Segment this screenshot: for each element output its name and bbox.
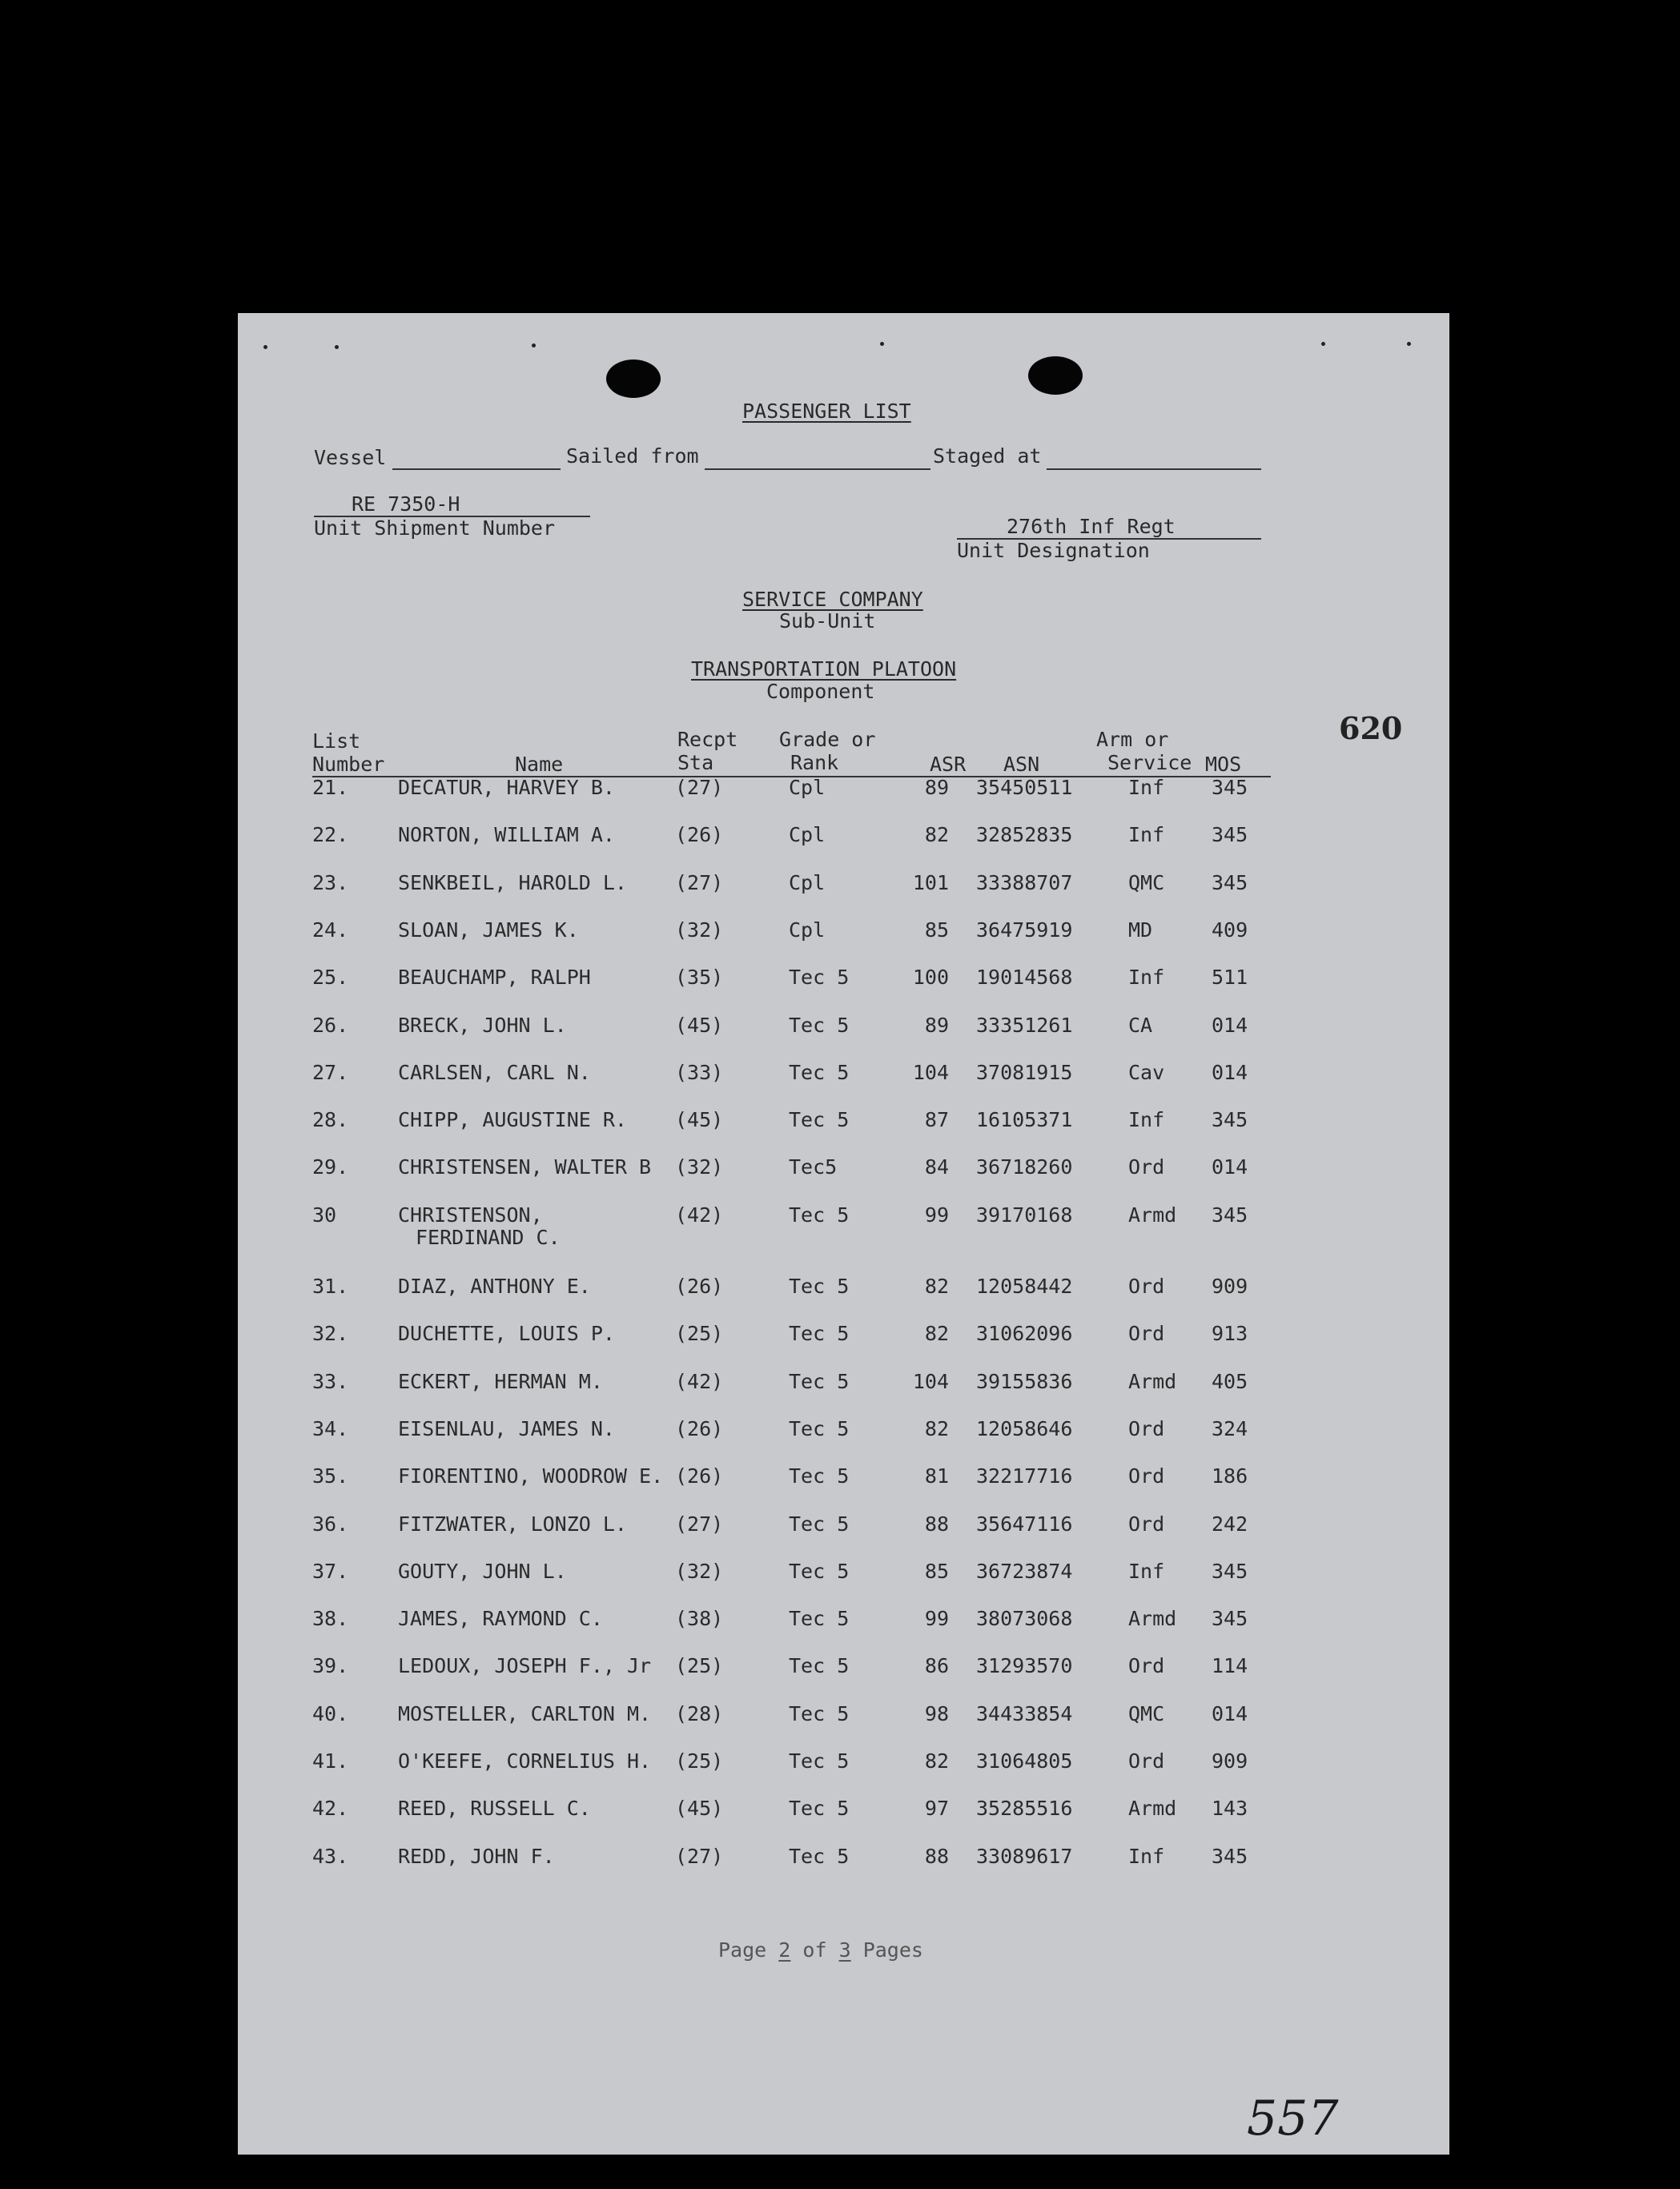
page-word: Page bbox=[718, 1938, 767, 1962]
cell-asr: 101 bbox=[912, 870, 949, 894]
cell-asr: 82 bbox=[924, 1322, 949, 1346]
cell-list-number: 37. bbox=[312, 1559, 349, 1583]
cell-recpt-sta: (26) bbox=[675, 823, 724, 847]
cell-mos: 345 bbox=[1212, 870, 1248, 894]
punch-hole-left bbox=[606, 359, 661, 398]
cell-arm: Ord bbox=[1128, 1464, 1165, 1488]
table-row bbox=[238, 1110, 1449, 1142]
cell-mos: 345 bbox=[1212, 1108, 1248, 1132]
cell-asr: 99 bbox=[924, 1607, 949, 1631]
table-row bbox=[238, 1561, 1449, 1593]
cell-asn: 31062096 bbox=[976, 1322, 1073, 1346]
cell-name: BEAUCHAMP, RALPH bbox=[398, 966, 591, 990]
cell-rank: Tec 5 bbox=[789, 1322, 850, 1346]
of-word: of bbox=[802, 1938, 827, 1962]
cell-mos: 186 bbox=[1212, 1464, 1248, 1488]
cell-arm: Ord bbox=[1128, 1155, 1165, 1179]
cell-asr: 89 bbox=[924, 1013, 949, 1037]
cell-rank: Tec 5 bbox=[789, 1797, 850, 1821]
cell-recpt-sta: (26) bbox=[675, 1275, 724, 1298]
cell-mos: 409 bbox=[1212, 918, 1248, 942]
staged-at-label: Staged at bbox=[933, 444, 1042, 468]
cell-asn: 32217716 bbox=[976, 1464, 1073, 1488]
cell-rank: Tec 5 bbox=[789, 1844, 850, 1868]
vessel-blank bbox=[392, 468, 561, 470]
cell-mos: 114 bbox=[1212, 1654, 1248, 1678]
cell-list-number: 36. bbox=[312, 1512, 349, 1536]
col-name: Name bbox=[515, 753, 564, 776]
page-number: 2 bbox=[778, 1938, 791, 1962]
cell-arm: Cav bbox=[1128, 1060, 1165, 1084]
table-row bbox=[238, 1466, 1449, 1498]
col-recpt-1: Recpt bbox=[677, 728, 738, 751]
cell-rank: Tec 5 bbox=[789, 1203, 850, 1227]
cell-asr: 87 bbox=[924, 1108, 949, 1132]
table-row bbox=[238, 1369, 1449, 1404]
cell-recpt-sta: (45) bbox=[675, 1797, 724, 1821]
cell-list-number: 27. bbox=[312, 1060, 349, 1084]
cell-rank: Cpl bbox=[789, 870, 826, 894]
cell-arm: Ord bbox=[1128, 1749, 1165, 1773]
cell-arm: Inf bbox=[1128, 966, 1165, 990]
cell-asr: 88 bbox=[924, 1844, 949, 1868]
cell-list-number: 42. bbox=[312, 1797, 349, 1821]
component-value: TRANSPORTATION PLATOON bbox=[691, 657, 957, 681]
table-row bbox=[238, 1416, 1449, 1451]
speck bbox=[263, 345, 267, 349]
cell-name: NORTON, WILLIAM A. bbox=[398, 823, 615, 847]
punch-hole-right bbox=[1028, 356, 1083, 395]
cell-asr: 82 bbox=[924, 1416, 949, 1440]
cell-asr: 85 bbox=[924, 918, 949, 942]
cell-rank: Tec 5 bbox=[789, 1060, 850, 1084]
cell-asr: 99 bbox=[924, 1203, 949, 1227]
cell-list-number: 25. bbox=[312, 966, 349, 990]
cell-list-number: 43. bbox=[312, 1844, 349, 1868]
cell-asn: 35647116 bbox=[976, 1512, 1073, 1536]
cell-rank: Cpl bbox=[789, 776, 826, 799]
cell-mos: 909 bbox=[1212, 1275, 1248, 1298]
col-asn: ASN bbox=[1003, 753, 1040, 776]
table-row bbox=[238, 1701, 1449, 1736]
col-recpt-2: Sta bbox=[677, 751, 714, 774]
cell-list-number: 33. bbox=[312, 1369, 349, 1393]
table-row bbox=[238, 1276, 1449, 1308]
cell-asr: 98 bbox=[924, 1701, 949, 1725]
cell-recpt-sta: (42) bbox=[675, 1369, 724, 1393]
cell-list-number: 29. bbox=[312, 1155, 349, 1179]
cell-mos: 345 bbox=[1212, 776, 1248, 799]
cell-asr: 104 bbox=[912, 1060, 949, 1084]
cell-asn: 12058646 bbox=[976, 1416, 1073, 1440]
cell-asn: 36475919 bbox=[976, 918, 1073, 942]
cell-arm: Ord bbox=[1128, 1275, 1165, 1298]
speck bbox=[1321, 342, 1325, 346]
cell-name: SLOAN, JAMES K. bbox=[398, 918, 579, 942]
cell-rank: Tec5 bbox=[789, 1155, 838, 1179]
speck bbox=[335, 345, 339, 349]
cell-arm: Inf bbox=[1128, 1108, 1165, 1132]
cell-asr: 81 bbox=[924, 1464, 949, 1488]
cell-arm: QMC bbox=[1128, 870, 1165, 894]
cell-list-number: 28. bbox=[312, 1108, 349, 1132]
cell-asn: 33351261 bbox=[976, 1013, 1073, 1037]
col-arm-1: Arm or bbox=[1096, 728, 1169, 751]
cell-asr: 82 bbox=[924, 1749, 949, 1773]
cell-name: LEDOUX, JOSEPH F., Jr bbox=[398, 1654, 652, 1678]
cell-asn: 35450511 bbox=[976, 776, 1073, 799]
cell-rank: Tec 5 bbox=[789, 1416, 850, 1440]
table-row bbox=[238, 870, 1449, 905]
cell-rank: Tec 5 bbox=[789, 1275, 850, 1298]
cell-recpt-sta: (45) bbox=[675, 1108, 724, 1132]
cell-asn: 31064805 bbox=[976, 1749, 1073, 1773]
cell-recpt-sta: (38) bbox=[675, 1607, 724, 1631]
cell-mos: 324 bbox=[1212, 1416, 1248, 1440]
cell-recpt-sta: (45) bbox=[675, 1013, 724, 1037]
cell-list-number: 41. bbox=[312, 1749, 349, 1773]
cell-asn: 19014568 bbox=[976, 966, 1073, 990]
cell-asr: 82 bbox=[924, 823, 949, 847]
cell-list-number: 26. bbox=[312, 1013, 349, 1037]
cell-recpt-sta: (25) bbox=[675, 1654, 724, 1678]
table-row bbox=[238, 1323, 1449, 1356]
col-asr: ASR bbox=[930, 753, 967, 776]
sailed-from-blank bbox=[705, 468, 930, 470]
stamp-number: 620 bbox=[1339, 710, 1403, 746]
subunit-label: Sub-Unit bbox=[779, 609, 876, 633]
cell-name-continued: FERDINAND C. bbox=[416, 1225, 561, 1249]
cell-asn: 16105371 bbox=[976, 1108, 1073, 1132]
col-mos: MOS bbox=[1205, 753, 1242, 776]
cell-list-number: 34. bbox=[312, 1416, 349, 1440]
cell-name: O'KEEFE, CORNELIUS H. bbox=[398, 1749, 652, 1773]
cell-arm: Ord bbox=[1128, 1654, 1165, 1678]
cell-mos: 345 bbox=[1212, 1607, 1248, 1631]
cell-mos: 014 bbox=[1212, 1701, 1248, 1725]
cell-recpt-sta: (28) bbox=[675, 1701, 724, 1725]
cell-asn: 33388707 bbox=[976, 870, 1073, 894]
cell-list-number: 31. bbox=[312, 1275, 349, 1298]
table-row bbox=[238, 1514, 1449, 1546]
cell-list-number: 22. bbox=[312, 823, 349, 847]
cell-recpt-sta: (32) bbox=[675, 918, 724, 942]
cell-asn: 33089617 bbox=[976, 1844, 1073, 1868]
cell-recpt-sta: (26) bbox=[675, 1464, 724, 1488]
cell-recpt-sta: (25) bbox=[675, 1749, 724, 1773]
cell-mos: 242 bbox=[1212, 1512, 1248, 1536]
cell-name: JAMES, RAYMOND C. bbox=[398, 1607, 603, 1631]
cell-recpt-sta: (27) bbox=[675, 1844, 724, 1868]
cell-recpt-sta: (35) bbox=[675, 966, 724, 990]
cell-recpt-sta: (26) bbox=[675, 1416, 724, 1440]
cell-rank: Tec 5 bbox=[789, 1607, 850, 1631]
cell-list-number: 39. bbox=[312, 1654, 349, 1678]
cell-mos: 345 bbox=[1212, 823, 1248, 847]
cell-name: MOSTELLER, CARLTON M. bbox=[398, 1701, 652, 1725]
table-row bbox=[238, 1751, 1449, 1783]
cell-arm: Armd bbox=[1128, 1203, 1177, 1227]
cell-mos: 913 bbox=[1212, 1322, 1248, 1346]
cell-arm: Armd bbox=[1128, 1607, 1177, 1631]
table-row bbox=[238, 967, 1449, 999]
vessel-label: Vessel bbox=[314, 446, 387, 469]
cell-rank: Tec 5 bbox=[789, 1654, 850, 1678]
component-label: Component bbox=[766, 680, 875, 703]
cell-asn: 37081915 bbox=[976, 1060, 1073, 1084]
cell-name: REED, RUSSELL C. bbox=[398, 1797, 591, 1821]
cell-mos: 143 bbox=[1212, 1797, 1248, 1821]
cell-asr: 85 bbox=[924, 1559, 949, 1583]
cell-asr: 82 bbox=[924, 1275, 949, 1298]
page-total: 3 bbox=[838, 1938, 851, 1962]
cell-asn: 35285516 bbox=[976, 1797, 1073, 1821]
cell-asn: 38073068 bbox=[976, 1607, 1073, 1631]
cell-list-number: 30 bbox=[312, 1203, 337, 1227]
table-row bbox=[238, 1062, 1449, 1094]
table-row bbox=[238, 825, 1449, 857]
cell-name: CARLSEN, CARL N. bbox=[398, 1060, 591, 1084]
cell-asr: 97 bbox=[924, 1797, 949, 1821]
cell-name: CHIPP, AUGUSTINE R. bbox=[398, 1108, 627, 1132]
cell-arm: CA bbox=[1128, 1013, 1153, 1037]
cell-name: BRECK, JOHN L. bbox=[398, 1013, 567, 1037]
cell-asr: 104 bbox=[912, 1369, 949, 1393]
cell-asn: 31293570 bbox=[976, 1654, 1073, 1678]
cell-mos: 405 bbox=[1212, 1369, 1248, 1393]
cell-name: FIORENTINO, WOODROW E. bbox=[398, 1464, 664, 1488]
sailed-from-label: Sailed from bbox=[566, 444, 699, 468]
cell-name: DIAZ, ANTHONY E. bbox=[398, 1275, 591, 1298]
staged-at-blank bbox=[1047, 468, 1261, 470]
table-row bbox=[238, 920, 1449, 952]
table-row bbox=[238, 1157, 1449, 1189]
cell-recpt-sta: (32) bbox=[675, 1559, 724, 1583]
handwritten-number: 557 bbox=[1247, 2091, 1339, 2147]
cell-arm: QMC bbox=[1128, 1701, 1165, 1725]
cell-mos: 345 bbox=[1212, 1844, 1248, 1868]
cell-list-number: 40. bbox=[312, 1701, 349, 1725]
page-footer bbox=[718, 1940, 923, 1960]
cell-list-number: 38. bbox=[312, 1607, 349, 1631]
cell-asn: 39155836 bbox=[976, 1369, 1073, 1393]
cell-arm: Inf bbox=[1128, 776, 1165, 799]
cell-asn: 36723874 bbox=[976, 1559, 1073, 1583]
cell-rank: Tec 5 bbox=[789, 1464, 850, 1488]
cell-name: DUCHETTE, LOUIS P. bbox=[398, 1322, 615, 1346]
cell-list-number: 21. bbox=[312, 776, 349, 799]
cell-rank: Cpl bbox=[789, 918, 826, 942]
shipment-number: RE 7350-H bbox=[352, 492, 460, 516]
col-grade-1: Grade or bbox=[779, 728, 876, 751]
cell-name: EISENLAU, JAMES N. bbox=[398, 1416, 615, 1440]
speck bbox=[1407, 342, 1411, 346]
cell-recpt-sta: (42) bbox=[675, 1203, 724, 1227]
document-page bbox=[238, 313, 1449, 2155]
cell-name: CHRISTENSON, bbox=[398, 1203, 543, 1227]
page-title: PASSENGER LIST bbox=[742, 400, 911, 423]
cell-rank: Tec 5 bbox=[789, 966, 850, 990]
cell-arm: Armd bbox=[1128, 1369, 1177, 1393]
col-list-1: List bbox=[312, 729, 361, 753]
cell-arm: Inf bbox=[1128, 1844, 1165, 1868]
cell-list-number: 23. bbox=[312, 870, 349, 894]
cell-arm: Inf bbox=[1128, 1559, 1165, 1583]
designation-value: 276th Inf Regt bbox=[1007, 515, 1176, 538]
cell-name: GOUTY, JOHN L. bbox=[398, 1559, 567, 1583]
cell-arm: Inf bbox=[1128, 823, 1165, 847]
pages-word: Pages bbox=[862, 1938, 923, 1962]
cell-name: FITZWATER, LONZO L. bbox=[398, 1512, 627, 1536]
cell-asr: 100 bbox=[912, 966, 949, 990]
cell-arm: Armd bbox=[1128, 1797, 1177, 1821]
cell-asr: 84 bbox=[924, 1155, 949, 1179]
cell-rank: Tec 5 bbox=[789, 1749, 850, 1773]
cell-asr: 86 bbox=[924, 1654, 949, 1678]
cell-name: CHRISTENSEN, WALTER B bbox=[398, 1155, 652, 1179]
cell-name: SENKBEIL, HAROLD L. bbox=[398, 870, 627, 894]
cell-asn: 32852835 bbox=[976, 823, 1073, 847]
cell-recpt-sta: (27) bbox=[675, 776, 724, 799]
cell-name: REDD, JOHN F. bbox=[398, 1844, 555, 1868]
cell-arm: Ord bbox=[1128, 1512, 1165, 1536]
cell-list-number: 32. bbox=[312, 1322, 349, 1346]
cell-arm: Ord bbox=[1128, 1322, 1165, 1346]
cell-asn: 12058442 bbox=[976, 1275, 1073, 1298]
cell-asr: 88 bbox=[924, 1512, 949, 1536]
cell-name: ECKERT, HERMAN M. bbox=[398, 1369, 603, 1393]
cell-list-number: 24. bbox=[312, 918, 349, 942]
table-row bbox=[238, 1203, 1449, 1249]
cell-rank: Tec 5 bbox=[789, 1559, 850, 1583]
cell-mos: 014 bbox=[1212, 1155, 1248, 1179]
cell-mos: 345 bbox=[1212, 1559, 1248, 1583]
cell-recpt-sta: (27) bbox=[675, 1512, 724, 1536]
cell-arm: MD bbox=[1128, 918, 1153, 942]
col-list-2: Number bbox=[312, 753, 385, 776]
cell-rank: Cpl bbox=[789, 823, 826, 847]
cell-recpt-sta: (33) bbox=[675, 1060, 724, 1084]
cell-recpt-sta: (32) bbox=[675, 1155, 724, 1179]
cell-rank: Tec 5 bbox=[789, 1108, 850, 1132]
cell-recpt-sta: (25) bbox=[675, 1322, 724, 1346]
cell-arm: Ord bbox=[1128, 1416, 1165, 1440]
table-row bbox=[238, 1798, 1449, 1830]
table-row bbox=[238, 1656, 1449, 1688]
cell-mos: 909 bbox=[1212, 1749, 1248, 1773]
cell-rank: Tec 5 bbox=[789, 1013, 850, 1037]
cell-mos: 014 bbox=[1212, 1013, 1248, 1037]
col-arm-2: Service bbox=[1107, 751, 1192, 774]
cell-asn: 34433854 bbox=[976, 1701, 1073, 1725]
shipment-label: Unit Shipment Number bbox=[314, 516, 556, 540]
table-row bbox=[238, 1609, 1449, 1641]
designation-label: Unit Designation bbox=[957, 539, 1150, 562]
cell-mos: 014 bbox=[1212, 1060, 1248, 1084]
speck bbox=[880, 342, 884, 346]
subunit-value: SERVICE COMPANY bbox=[742, 588, 923, 611]
cell-asr: 89 bbox=[924, 776, 949, 799]
col-grade-2: Rank bbox=[790, 751, 839, 774]
table-row bbox=[238, 1846, 1449, 1878]
cell-recpt-sta: (27) bbox=[675, 870, 724, 894]
cell-name: DECATUR, HARVEY B. bbox=[398, 776, 615, 799]
table-row bbox=[238, 1015, 1449, 1047]
cell-asn: 39170168 bbox=[976, 1203, 1073, 1227]
cell-rank: Tec 5 bbox=[789, 1369, 850, 1393]
cell-mos: 511 bbox=[1212, 966, 1248, 990]
cell-asn: 36718260 bbox=[976, 1155, 1073, 1179]
cell-mos: 345 bbox=[1212, 1203, 1248, 1227]
cell-rank: Tec 5 bbox=[789, 1512, 850, 1536]
cell-rank: Tec 5 bbox=[789, 1701, 850, 1725]
cell-list-number: 35. bbox=[312, 1464, 349, 1488]
speck bbox=[532, 343, 536, 347]
table-row bbox=[238, 777, 1449, 809]
